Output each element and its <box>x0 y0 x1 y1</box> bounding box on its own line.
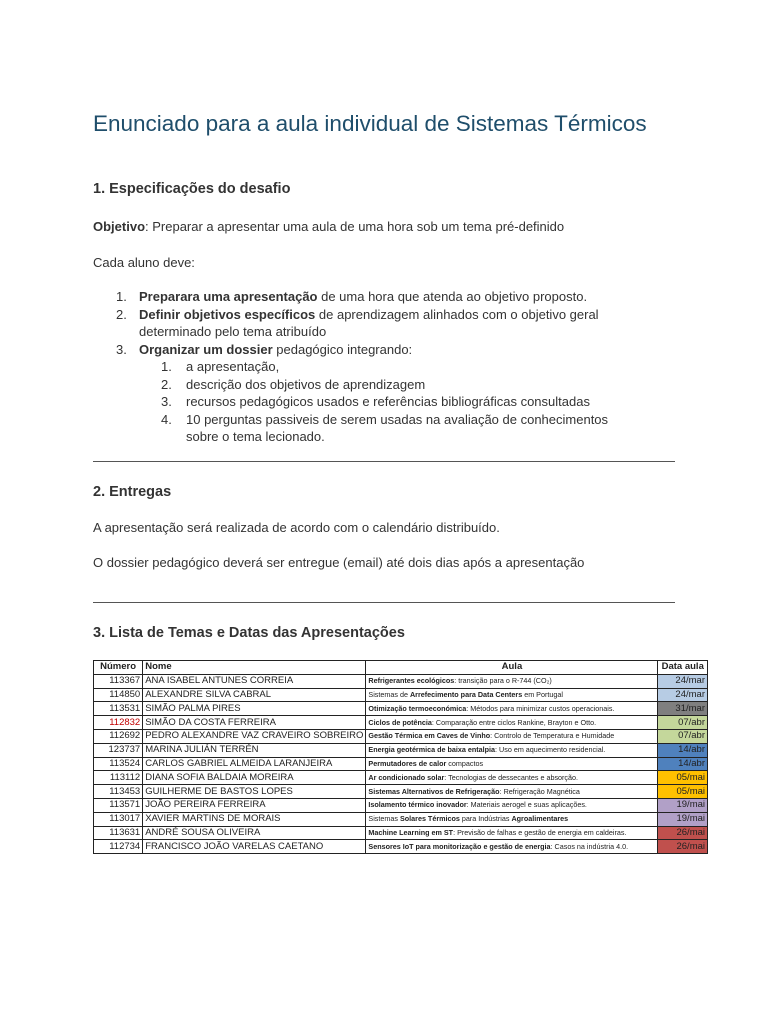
list-item-bold: Preparara uma apresentação <box>139 289 318 304</box>
topic-title: Refrigerantes ecológicos <box>368 676 455 686</box>
student-number: 114850 <box>94 688 143 702</box>
topic-title: Ciclos de potência <box>368 717 432 727</box>
topic-description: compactos <box>446 758 484 768</box>
list-item <box>93 288 679 306</box>
lesson-topic <box>366 757 658 771</box>
topic-title: Permutadores de calor <box>368 758 447 768</box>
topic-description: : Refrigeração Magnética <box>499 786 580 796</box>
student-name: JOÃO PEREIRA FERREIRA <box>143 798 366 812</box>
topic-title: Arrefecimento para Data Centers <box>409 689 523 699</box>
student-number: 113524 <box>94 757 143 771</box>
student-number: 123737 <box>94 743 143 757</box>
list-number: 3. <box>116 341 127 357</box>
lesson-topic <box>366 771 658 785</box>
topic-title: Isolamento térmico inovador <box>368 800 467 810</box>
student-number: 113531 <box>94 702 143 716</box>
topic-prefix: Sistemas <box>368 814 400 824</box>
student-number: 113571 <box>94 798 143 812</box>
topic-title: Energia geotérmica de baixa entalpia <box>368 745 496 755</box>
delivery-paragraph-2: O dossier pedagógico deverá ser entregue (email) até dois dias após a apresentação <box>93 555 585 570</box>
lesson-topic <box>366 743 658 757</box>
objective-text: : Preparar a apresentar uma aula de uma hora sob um tema pré-definido <box>145 219 565 234</box>
lesson-date: 05/mai <box>658 785 708 799</box>
table-row <box>94 729 708 743</box>
table-row <box>94 812 708 826</box>
lesson-topic <box>366 729 658 743</box>
sublist-item-text: descrição dos objetivos de aprendizagem <box>186 376 426 392</box>
list-number: 1. <box>161 359 172 374</box>
lesson-topic <box>366 798 658 812</box>
lesson-topic <box>366 716 658 730</box>
lesson-topic <box>366 812 658 826</box>
topic-title: Gestão Térmica em Caves de Vinho <box>368 731 491 741</box>
student-number: 113112 <box>94 771 143 785</box>
topic-title: Solares Térmicos <box>399 814 460 824</box>
lesson-date: 14/abr <box>658 743 708 757</box>
student-name: CARLOS GABRIEL ALMEIDA LARANJEIRA <box>143 757 366 771</box>
table-row <box>94 785 708 799</box>
lesson-topic <box>366 688 658 702</box>
topic-title: Agroalimentares <box>511 814 569 824</box>
table-row <box>94 674 708 688</box>
table-header-row <box>94 661 708 675</box>
intro-paragraph: Cada aluno deve: <box>93 255 195 270</box>
header-date: Data aula <box>658 661 708 675</box>
section-2-heading: 2. Entregas <box>93 484 172 500</box>
topic-description: : Previsão de falhas e gestão de energia em caldeiras. <box>453 827 627 837</box>
list-item-bold: Definir objetivos específicos <box>139 306 316 322</box>
section-1-heading: 1. Especificações do desafio <box>93 181 291 197</box>
lesson-date: 14/abr <box>658 757 708 771</box>
list-number: 4. <box>161 411 172 427</box>
sublist-item-text: recursos pedagógicos usados e referências bibliográficas consultadas <box>186 394 590 409</box>
table-row <box>94 771 708 785</box>
sublist-item <box>139 358 646 376</box>
topic-prefix: Sistemas de <box>368 689 410 699</box>
section-3-heading: 3. Lista de Temas e Datas das Apresentações <box>93 625 405 641</box>
list-number: 1. <box>116 289 127 304</box>
student-number: 113017 <box>94 812 143 826</box>
schedule-table <box>93 660 708 854</box>
lesson-topic <box>366 826 658 840</box>
topic-title: Otimização termoeconómica <box>368 703 467 713</box>
lesson-date: 07/abr <box>658 729 708 743</box>
sublist-item-text: sobre o tema lecionado. <box>186 429 325 444</box>
lesson-date: 26/mai <box>658 840 708 854</box>
topic-title: Machine Learning em ST <box>368 827 454 837</box>
topic-title: Ar condicionado solar <box>368 772 445 782</box>
student-name: SIMÃO DA COSTA FERREIRA <box>143 716 366 730</box>
table-row <box>94 757 708 771</box>
document-title: Enunciado para a aula individual de Sistemas Térmicos <box>93 111 647 136</box>
list-item <box>93 306 679 341</box>
topic-description: : Métodos para minimizar custos operacionais. <box>466 703 615 713</box>
objective-paragraph <box>93 219 564 234</box>
topic-description: para Indústrias <box>459 814 512 824</box>
student-number: 113367 <box>94 674 143 688</box>
student-number: 112734 <box>94 840 143 854</box>
delivery-paragraph-1: A apresentação será realizada de acordo com o calendário distribuído. <box>93 520 500 535</box>
student-name: MARINA JULIÁN TERRÉN <box>143 743 366 757</box>
sublist-item <box>139 393 646 411</box>
student-name: XAVIER MARTINS DE MORAIS <box>143 812 366 826</box>
sublist-item-text: 10 perguntas passiveis de serem usadas na avaliação de conhecimentos <box>186 411 609 427</box>
student-name: DIANA SOFIA BALDAIA MOREIRA <box>143 771 366 785</box>
table-row <box>94 702 708 716</box>
topic-description: em Portugal <box>522 689 563 699</box>
table-row <box>94 688 708 702</box>
student-name: PEDRO ALEXANDRE VAZ CRAVEIRO SOBREIRO <box>143 729 366 743</box>
lesson-topic <box>366 785 658 799</box>
student-number: 113453 <box>94 785 143 799</box>
header-name: Nome <box>143 661 366 675</box>
lesson-topic <box>366 840 658 854</box>
header-number: Número <box>94 661 143 675</box>
student-number: 112832 <box>94 716 143 730</box>
lesson-date: 24/mar <box>658 688 708 702</box>
task-list <box>93 288 679 446</box>
table-row <box>94 826 708 840</box>
list-item <box>93 341 679 446</box>
student-name: FRANCISCO JOÃO VARELAS CAETANO <box>143 840 366 854</box>
divider <box>93 461 675 462</box>
topic-title: Sensores IoT para monitorização e gestão de energia <box>368 841 551 851</box>
divider <box>93 602 675 603</box>
list-item-text: de aprendizagem alinhados com o objetivo geral <box>315 306 599 322</box>
list-number: 2. <box>116 306 127 322</box>
topic-description: : Uso em aquecimento residencial. <box>495 745 606 755</box>
topic-description: : Controlo de Temperatura e Humidade <box>490 731 615 741</box>
sublist-item <box>139 411 646 446</box>
student-name: ALEXANDRE SILVA CABRAL <box>143 688 366 702</box>
objective-label: Objetivo <box>93 219 146 234</box>
lesson-date: 19/mai <box>658 812 708 826</box>
lesson-topic <box>366 702 658 716</box>
list-item-text: determinado pelo tema atribuído <box>139 324 327 339</box>
list-number: 3. <box>161 394 172 409</box>
topic-description: : Materiais aerogel e suas aplicações. <box>466 800 587 810</box>
student-number: 113631 <box>94 826 143 840</box>
sublist-item <box>139 376 646 394</box>
sublist-item-text: a apresentação, <box>186 359 280 374</box>
list-item-bold: Organizar um dossier <box>139 341 273 357</box>
lesson-topic <box>366 674 658 688</box>
student-number: 112692 <box>94 729 143 743</box>
list-item-text: pedagógico integrando: <box>272 341 413 357</box>
student-name: SIMÃO PALMA PIRES <box>143 702 366 716</box>
lesson-date: 05/mai <box>658 771 708 785</box>
table-row <box>94 840 708 854</box>
student-name: GUILHERME DE BASTOS LOPES <box>143 785 366 799</box>
table-row <box>94 798 708 812</box>
topic-description: : Casos na indústria 4.0. <box>550 841 629 851</box>
lesson-date: 31/mar <box>658 702 708 716</box>
student-name: ANA ISABEL ANTUNES CORREIA <box>143 674 366 688</box>
header-aula: Aula <box>366 661 658 675</box>
topic-description: : Comparação entre ciclos Rankine, Brayton e Otto. <box>431 717 597 727</box>
dossier-sublist <box>139 358 679 446</box>
lesson-date: 26/mai <box>658 826 708 840</box>
topic-description: : Tecnologias de dessecantes e absorção. <box>444 772 579 782</box>
list-item-text: de uma hora que atenda ao objetivo proposto. <box>317 289 588 304</box>
topic-title: Sistemas Alternativos de Refrigeração <box>368 786 500 796</box>
lesson-date: 24/mar <box>658 674 708 688</box>
table-row <box>94 716 708 730</box>
table-row <box>94 743 708 757</box>
lesson-date: 07/abr <box>658 716 708 730</box>
lesson-date: 19/mai <box>658 798 708 812</box>
topic-description: : transição para o R-744 (CO₂) <box>454 676 552 686</box>
list-number: 2. <box>161 376 172 392</box>
student-name: ANDRÉ SOUSA OLIVEIRA <box>143 826 366 840</box>
